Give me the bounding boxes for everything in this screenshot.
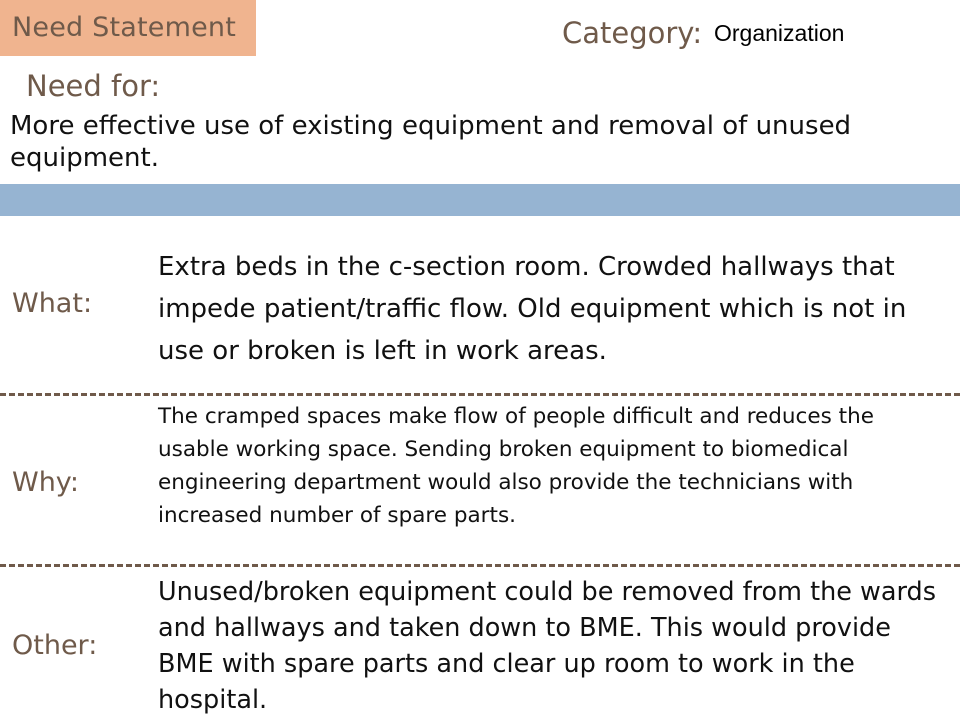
need-statement-tag — [0, 0, 256, 56]
why-label: Why: — [12, 467, 79, 498]
what-label: What: — [12, 288, 93, 319]
other-label: Other: — [12, 630, 98, 661]
other-text: Unused/broken equipment could be removed from the wards and hallways and taken down to BME. This would provide BME with spare parts and clear up room to work in the hospital. — [158, 577, 937, 715]
need-statement-label: Need Statement — [12, 12, 237, 43]
dashed-divider-1 — [0, 393, 960, 396]
category-value: Organization — [714, 20, 845, 46]
why-text: The cramped spaces make flow of people difficult and reduces the usable working space. Sending broken equipment to biomedical engineering department would also provide the technicians with increased number of spare parts. — [158, 404, 874, 528]
section-divider-band — [0, 184, 960, 216]
category-label: Category: — [562, 16, 703, 50]
dashed-divider-2 — [0, 564, 960, 567]
need-text: More effective use of existing equipment and removal of unused equipment. — [10, 111, 852, 173]
what-text: Extra beds in the c-section room. Crowded hallways that impede patient/traffic flow. Old equipment which is not in use or broken is left in work areas. — [158, 252, 907, 366]
need-for-label: Need for: — [26, 69, 161, 103]
